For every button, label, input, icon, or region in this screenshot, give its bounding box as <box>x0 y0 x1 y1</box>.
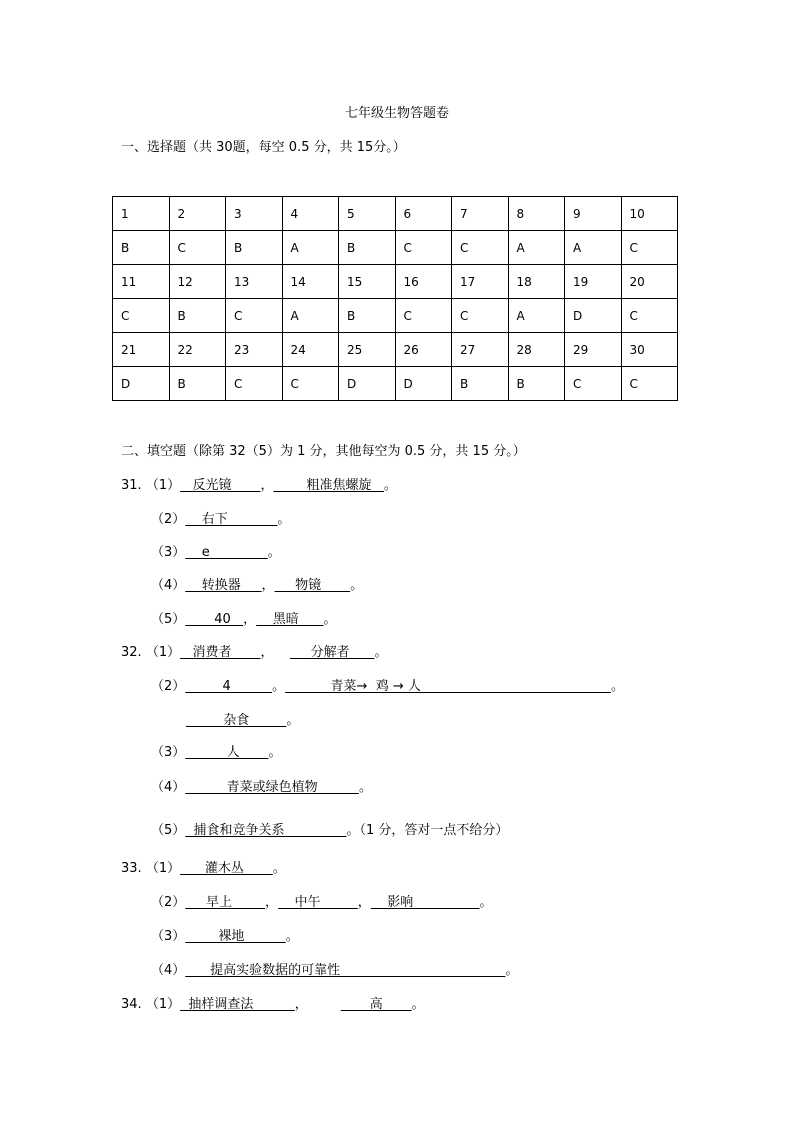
q31-part5 <box>151 608 337 627</box>
answer-cell: C <box>282 367 339 401</box>
question-number: 34. <box>121 997 142 1012</box>
period: 。 <box>268 745 282 760</box>
question-number-cell: 8 <box>508 197 565 231</box>
question-number: 31. <box>121 478 142 493</box>
answer-blank: 中午 <box>278 895 358 910</box>
answer-cell: C <box>395 299 452 333</box>
answer-blank: 提高实验数据的可靠性 <box>185 963 506 978</box>
question-number-cell: 24 <box>282 333 339 367</box>
answer-cell: C <box>169 231 226 265</box>
answer-blank: 粗准焦螺旋 <box>273 478 384 493</box>
question-number-cell: 29 <box>565 333 622 367</box>
q32-part2b <box>186 709 299 728</box>
answer-cell: D <box>395 367 452 401</box>
part-label: （1） <box>145 997 181 1012</box>
food-chain-answer: 青菜→ 鸡 → 人 <box>285 679 611 694</box>
answer-cell: B <box>339 231 396 265</box>
period: 。 <box>272 679 286 694</box>
question-number-cell: 10 <box>621 197 678 231</box>
question-number-cell: 4 <box>282 197 339 231</box>
answer-cell: D <box>339 367 396 401</box>
answer-cell: C <box>452 231 509 265</box>
period: 。 <box>350 578 364 593</box>
page-title: 七年级生物答题卷 <box>344 106 449 121</box>
part-label: （1） <box>145 861 181 876</box>
question-number-cell: 14 <box>282 265 339 299</box>
question-number-cell: 18 <box>508 265 565 299</box>
question-number-cell: 3 <box>226 197 283 231</box>
answer-cell: A <box>508 231 565 265</box>
answer-blank: 捕食和竞争关系 <box>185 823 347 838</box>
question-number-cell: 27 <box>452 333 509 367</box>
answer-cell: C <box>565 367 622 401</box>
part-label: （2） <box>151 895 186 910</box>
q31-part2 <box>151 508 290 527</box>
answer-row <box>113 299 678 333</box>
answer-cell: C <box>452 299 509 333</box>
answer-blank: 转换器 <box>185 578 262 593</box>
section2-heading: 二、填空题（除第 32（5）为 1 分，其他每空为 0.5 分，共 15 分。） <box>121 444 526 459</box>
question-number-cell: 6 <box>395 197 452 231</box>
part-label: （3） <box>151 545 186 560</box>
part-label: （4） <box>151 780 186 795</box>
answer-cell: A <box>282 299 339 333</box>
part-label: （1） <box>145 478 181 493</box>
answer-cell: C <box>226 299 283 333</box>
answer-cell: A <box>282 231 339 265</box>
separator: ， <box>294 997 308 1012</box>
period: 。 <box>374 645 388 660</box>
period: 。 <box>285 929 299 944</box>
separator: ， <box>265 895 279 910</box>
answer-blank: 影响 <box>370 895 480 910</box>
question-number-cell: 20 <box>621 265 678 299</box>
answer-blank: 人 <box>185 745 269 760</box>
q34-part1 <box>121 993 425 1012</box>
question-number: 32. <box>121 645 142 660</box>
q32-part1 <box>121 641 387 660</box>
part-label: （3） <box>151 745 186 760</box>
part-label: （5） <box>151 823 186 838</box>
answer-blank: 黑暗 <box>256 612 324 627</box>
answer-cell: A <box>508 299 565 333</box>
part-label: （4） <box>151 963 186 978</box>
answer-cell: C <box>621 367 678 401</box>
part-label: （3） <box>151 929 186 944</box>
question-number-cell: 7 <box>452 197 509 231</box>
answer-cell: B <box>169 367 226 401</box>
answer-blank: 4 <box>185 679 273 694</box>
period: 。 <box>358 780 372 795</box>
separator: ， <box>261 578 275 593</box>
answer-cell: C <box>621 231 678 265</box>
answer-cell: B <box>339 299 396 333</box>
question-number-cell: 5 <box>339 197 396 231</box>
question-number-cell: 22 <box>169 333 226 367</box>
question-number-cell: 26 <box>395 333 452 367</box>
answer-cell: D <box>565 299 622 333</box>
question-number-cell: 16 <box>395 265 452 299</box>
answer-row <box>113 367 678 401</box>
q31-part3 <box>151 541 281 560</box>
answer-blank: 40 <box>185 612 244 627</box>
answer-blank: 灌木丛 <box>180 861 273 876</box>
answer-blank: 青菜或绿色植物 <box>185 780 359 795</box>
question-number-cell: 19 <box>565 265 622 299</box>
period: 。 <box>505 963 519 978</box>
answer-blank: 消费者 <box>180 645 261 660</box>
period: 。 <box>323 612 337 627</box>
part-label: （5） <box>151 612 186 627</box>
answer-row <box>113 231 678 265</box>
period: 。 <box>610 679 624 694</box>
period: 。 <box>479 895 493 910</box>
q32-part2 <box>151 675 624 694</box>
question-number-cell: 9 <box>565 197 622 231</box>
q32-part4 <box>151 776 372 795</box>
answer-cell: B <box>508 367 565 401</box>
question-number-cell: 21 <box>113 333 170 367</box>
answer-cell: B <box>452 367 509 401</box>
answer-cell: C <box>621 299 678 333</box>
question-number-cell: 2 <box>169 197 226 231</box>
question-number-row <box>113 197 678 231</box>
question-number-cell: 15 <box>339 265 396 299</box>
question-number-cell: 1 <box>113 197 170 231</box>
q33-part4 <box>151 959 518 978</box>
question-number-cell: 13 <box>226 265 283 299</box>
answer-blank: 分解者 <box>289 645 375 660</box>
period: 。 <box>383 478 397 493</box>
period: 。 <box>277 512 291 527</box>
answer-blank: 物镜 <box>274 578 351 593</box>
period-note: 。（1 分，答对一点不给分） <box>346 823 509 838</box>
answer-blank: 反光镜 <box>180 478 261 493</box>
answer-table <box>112 196 678 401</box>
period: 。 <box>272 861 286 876</box>
answer-blank: e <box>185 545 268 560</box>
answer-cell: B <box>113 231 170 265</box>
separator: ， <box>243 612 257 627</box>
part-label: （2） <box>151 679 186 694</box>
question-number-cell: 25 <box>339 333 396 367</box>
answer-blank: 裸地 <box>185 929 286 944</box>
question-number-row <box>113 333 678 367</box>
period: 。 <box>286 713 300 728</box>
answer-blank: 高 <box>340 997 412 1012</box>
separator: ， <box>260 478 274 493</box>
answer-cell: B <box>169 299 226 333</box>
answer-cell: B <box>226 231 283 265</box>
separator: ， <box>357 895 371 910</box>
part-label: （2） <box>151 512 186 527</box>
question-number: 33. <box>121 861 142 876</box>
q32-part5 <box>151 819 508 838</box>
section1-heading: 一、选择题（共 30题，每空 0.5 分，共 15分。） <box>121 140 406 155</box>
q33-part1 <box>121 857 286 876</box>
period: 。 <box>411 997 425 1012</box>
question-number-cell: 12 <box>169 265 226 299</box>
answer-cell: A <box>565 231 622 265</box>
part-label: （4） <box>151 578 186 593</box>
q33-part3 <box>151 925 299 944</box>
question-number-cell: 28 <box>508 333 565 367</box>
question-number-cell: 11 <box>113 265 170 299</box>
answer-cell: C <box>395 231 452 265</box>
separator: ， <box>260 645 274 660</box>
answer-blank: 右下 <box>185 512 278 527</box>
part-label: （1） <box>145 645 181 660</box>
answer-blank: 早上 <box>185 895 266 910</box>
period: 。 <box>267 545 281 560</box>
question-number-row <box>113 265 678 299</box>
q32-part3 <box>151 741 282 760</box>
answer-cell: D <box>113 367 170 401</box>
question-number-cell: 23 <box>226 333 283 367</box>
q31-part1 <box>121 474 397 493</box>
question-number-cell: 30 <box>621 333 678 367</box>
answer-cell: C <box>226 367 283 401</box>
q33-part2 <box>151 891 492 910</box>
question-number-cell: 17 <box>452 265 509 299</box>
q31-part4 <box>151 574 363 593</box>
answer-blank: 抽样调查法 <box>180 997 295 1012</box>
answer-blank: 杂食 <box>186 713 287 728</box>
answer-cell: C <box>113 299 170 333</box>
